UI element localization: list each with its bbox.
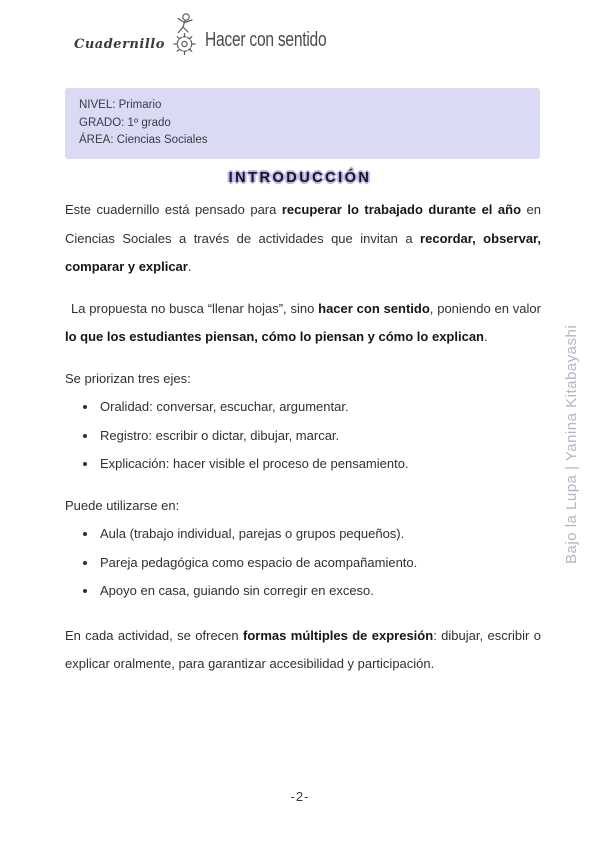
text-segment: Este cuadernillo está pensado para <box>65 202 282 217</box>
list-item: • Apoyo en casa, guiando sin corregir en exceso. <box>98 577 541 606</box>
bold-text-segment: hacer con sentido <box>318 300 430 316</box>
bold-text-segment: recuperar lo trabajado durante el año <box>281 202 522 217</box>
brand-header <box>74 10 353 58</box>
list-item: • Pareja pedagógica como espacio de acompañamiento. <box>98 549 541 578</box>
bold-text-segment: recordar, observar, comparar y explicar <box>65 230 541 274</box>
meta-info-box <box>65 88 540 159</box>
page-title: INTRODUCCIÓN <box>228 170 372 186</box>
ejes-heading: Se priorizan tres ejes: <box>65 370 191 386</box>
brand-title: Hacer con sentido <box>204 28 327 52</box>
paragraph-recuperar <box>65 196 541 282</box>
document-body <box>65 196 541 692</box>
list-item: • Explicación: hacer visible el proceso de pensamiento. <box>98 450 541 479</box>
text-segment: , poniendo en valor <box>429 300 541 316</box>
section-usos <box>65 492 541 606</box>
bold-text-segment: lo que los estudiantes piensan, cómo lo piensan y cómo lo explican <box>65 329 484 344</box>
text-segment: . <box>187 259 192 274</box>
stick-figure-gear-icon <box>169 10 201 58</box>
page-number: -2- <box>290 789 310 804</box>
section-ejes <box>65 365 541 479</box>
usos-heading: Puede utilizarse en: <box>65 497 180 513</box>
side-watermark: Bajo la Lupa | Yanina Kitabayashi <box>563 324 580 564</box>
text-segment: : dibujar, escribir o explicar oralmente, para garantizar accesibilidad y participación. <box>65 627 541 671</box>
paragraph-formas-expresion <box>65 622 541 679</box>
bold-text-segment: formas múltiples de expresión <box>243 627 434 643</box>
text-segment: en Ciencias Sociales a través de actividades que invitan a <box>65 202 541 246</box>
brand-script-wordmark: Cuadernillo <box>74 37 165 52</box>
text-segment: . <box>483 329 488 344</box>
meta-area: ÁREA: Ciencias Sociales <box>79 134 208 146</box>
usos-list <box>65 520 541 606</box>
meta-level: NIVEL: Primario <box>79 99 162 111</box>
list-item: • Registro: escribir o dictar, dibujar, marcar. <box>98 422 541 451</box>
paragraph-propuesta <box>65 295 541 352</box>
text-segment: La propuesta no busca “llenar hojas”, sino <box>71 300 319 316</box>
meta-grade: GRADO: 1º grado <box>79 116 171 129</box>
text-segment: En cada actividad, se ofrecen <box>65 627 244 643</box>
ejes-list <box>65 393 541 479</box>
list-item: • Aula (trabajo individual, parejas o grupos pequeños). <box>98 520 541 549</box>
list-item: • Oralidad: conversar, escuchar, argumentar. <box>98 393 541 422</box>
